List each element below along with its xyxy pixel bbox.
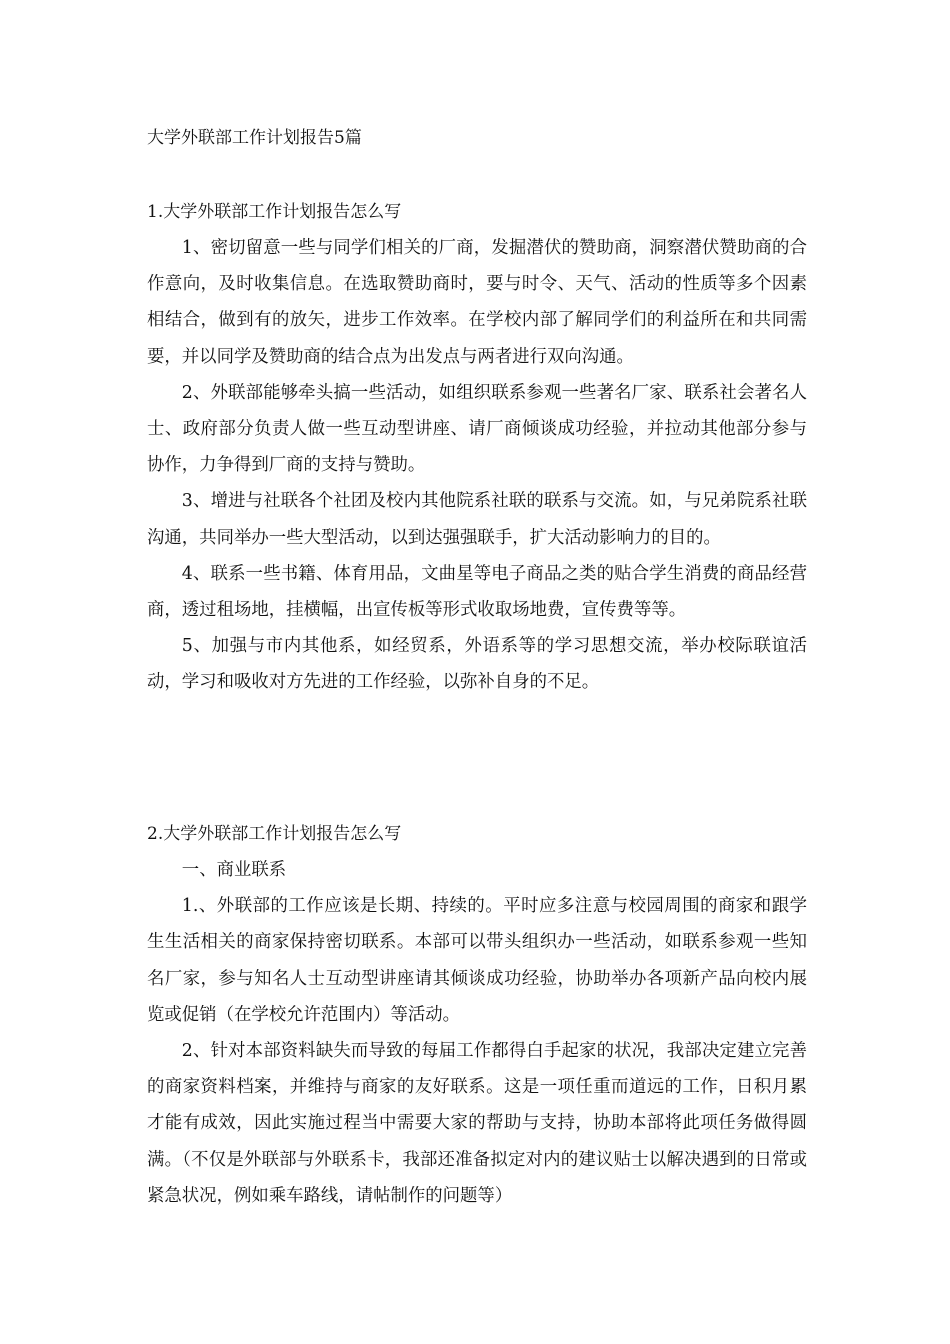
section-1	[147, 198, 807, 701]
paragraph: 4、联系一些书籍、体育用品，文曲星等电子商品之类的贴合学生消费的商品经营商，透过租场地，挂横幅，出宣传板等形式收取场地费，宣传费等等。	[147, 563, 807, 621]
paragraph: 1.、外联部的工作应该是长期、持续的。平时应多注意与校园周围的商家和跟学生生活相关的商家保持密切联系。本部可以带头组织办一些活动，如联系参观一些知名厂家，参与知名人士互动型讲座请其倾谈成功经验，协助举办各项新产品向校内展览或促销（在学校允许范围内）等活动。	[147, 896, 807, 1025]
paragraph: 2、针对本部资料缺失而导致的每届工作都得白手起家的状况，我部决定建立完善的商家资料档案，并维持与商家的友好联系。这是一项任重而道远的工作，日积月累才能有成效，因此实施过程当中需要大家的帮助与支持，协助本部将此项任务做得圆满。（不仅是外联部与外联系卡，我部还准备拟定对内的建议贴士以解决遇到的日常或紧急状况，例如乘车路线，请帖制作的问题等）	[147, 1041, 807, 1206]
section-2	[147, 820, 807, 1214]
document-title: 大学外联部工作计划报告5篇	[147, 128, 362, 148]
section-heading: 1.大学外联部工作计划报告怎么写	[147, 202, 402, 222]
section-heading: 2.大学外联部工作计划报告怎么写	[147, 824, 402, 844]
sub-heading: 一、商业联系	[181, 860, 287, 880]
paragraph: 2、外联部能够牵头搞一些活动，如组织联系参观一些著名厂家、联系社会著名人士、政府部分负责人做一些互动型讲座、请厂商倾谈成功经验，并拉动其他部分参与协作，力争得到厂商的支持与赞助。	[147, 382, 807, 476]
paragraph: 1、密切留意一些与同学们相关的厂商，发掘潜伏的赞助商，洞察潜伏赞助商的合作意向，及时收集信息。在选取赞助商时，要与时令、天气、活动的性质等多个因素相结合，做到有的放矢，进步工作效率。在学校内部了解同学们的利益所在和共同需要，并以同学及赞助商的结合点为出发点与两者进行双向沟通。	[147, 238, 807, 367]
paragraph: 3、增进与社联各个社团及校内其他院系社联的联系与交流。如，与兄弟院系社联沟通，共同举办一些大型活动，以到达强强联手，扩大活动影响力的目的。	[147, 491, 807, 548]
paragraph: 5、加强与市内其他系，如经贸系，外语系等的学习思想交流，举办校际联谊活动，学习和吸收对方先进的工作经验，以弥补自身的不足。	[147, 636, 807, 693]
